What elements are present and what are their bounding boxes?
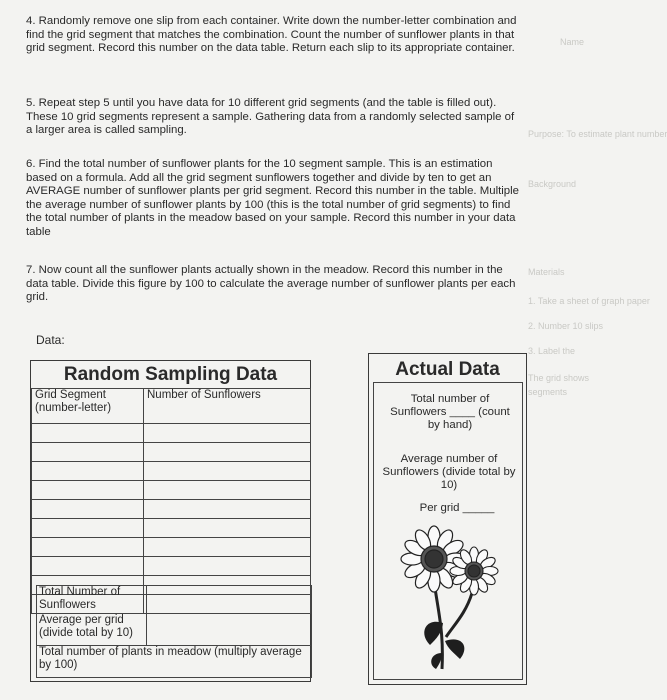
cell-sunflowers[interactable] <box>144 481 311 500</box>
actual-data-panel <box>373 382 523 680</box>
cell-sunflowers[interactable] <box>144 557 311 576</box>
col-header-grid-segment: Grid Segment (number-letter) <box>32 389 144 424</box>
table-row <box>32 443 311 462</box>
actual-data-box <box>368 353 527 685</box>
col-header-number-sunflowers: Number of Sunflowers <box>144 389 311 424</box>
cell-grid-segment[interactable] <box>32 443 144 462</box>
footer-value-total[interactable] <box>146 586 311 614</box>
footer-row-total <box>37 586 312 614</box>
cell-sunflowers[interactable] <box>144 424 311 443</box>
bleed-text-7: 3. Label the <box>528 346 576 356</box>
bleed-text-8: The grid shows <box>528 373 590 383</box>
random-sampling-title: Random Sampling Data <box>63 364 278 385</box>
cell-grid-segment[interactable] <box>32 424 144 443</box>
bleed-text-6: 2. Number 10 slips <box>528 321 604 331</box>
table-row <box>32 500 311 519</box>
table-row <box>32 481 311 500</box>
cell-grid-segment[interactable] <box>32 538 144 557</box>
table-row <box>32 462 311 481</box>
instruction-step-6: 6. Find the total number of sunflower plants for the 10 segment sample. This is an estimation based on a formula. Add all the grid segment sunflowers together and divide by ten to get an AVERAGE number of sunflower plants per grid segment. Record this number in the table. Multiple the average number of sunflower plants by 100 (this is the total number of grid segments) to find the total number of plants in the meadow based on your sample. Record this number in your data table <box>26 158 519 238</box>
cell-sunflowers[interactable] <box>144 519 311 538</box>
bleed-text-2: Purpose: To estimate plant number <box>528 129 667 139</box>
cell-grid-segment[interactable] <box>32 462 144 481</box>
actual-data-title: Actual Data <box>395 359 500 380</box>
footer-label-total: Total Number of Sunflowers <box>37 586 147 614</box>
cell-grid-segment[interactable] <box>32 481 144 500</box>
cell-sunflowers[interactable] <box>144 462 311 481</box>
instruction-step-4: 4. Randomly remove one slip from each container. Write down the number-letter combination and find the grid segment that matches the combination. Count the number of sunflower plants in that grid segment. Record this number on the data table. Return each slip to its appropriate container. <box>26 15 517 55</box>
footer-label-average: Average per grid (divide total by 10) <box>37 614 147 646</box>
data-label: Data: <box>36 333 65 347</box>
table-row <box>32 557 311 576</box>
instruction-step-5: 5. Repeat step 5 until you have data for 10 different grid segments (and the table is filled out). These 10 grid segments represent a sample. Gathering data from a randomly selected sample of a larger area is called sampling. <box>26 97 515 137</box>
cell-grid-segment[interactable] <box>32 500 144 519</box>
cell-sunflowers[interactable] <box>144 500 311 519</box>
bleed-text-3: Background <box>528 179 577 189</box>
table-row <box>32 424 311 443</box>
bleed-text-4: Materials <box>528 267 565 277</box>
footer-label-meadow: Total number of plants in meadow (multiply average by 100) <box>37 646 312 678</box>
actual-average-label: Average number of Sunflowers (divide total by 10) <box>382 453 516 491</box>
bleed-text-9: segments <box>528 387 568 397</box>
cell-grid-segment[interactable] <box>32 557 144 576</box>
instruction-step-7: 7. Now count all the sunflower plants actually shown in the meadow. Record this number in the data table. Divide this figure by 100 to calculate the average number of sunflower plants per each grid. <box>26 264 516 304</box>
table-row <box>32 519 311 538</box>
random-sampling-footer <box>36 585 312 678</box>
sunflower-icon <box>400 521 500 671</box>
actual-per-grid-label: Per grid _____ <box>419 502 495 514</box>
footer-row-meadow <box>37 646 312 678</box>
footer-value-average[interactable] <box>146 614 311 646</box>
random-sampling-table <box>31 388 311 614</box>
bleed-text-5: 1. Take a sheet of graph paper <box>528 296 650 306</box>
footer-row-average <box>37 614 312 646</box>
table-row <box>32 538 311 557</box>
cell-sunflowers[interactable] <box>144 538 311 557</box>
cell-sunflowers[interactable] <box>144 443 311 462</box>
bleed-text-1: Name <box>560 37 585 47</box>
random-sampling-box <box>30 360 311 682</box>
cell-grid-segment[interactable] <box>32 519 144 538</box>
actual-total-label: Total number of Sunflowers ____ (count by hand) <box>390 393 510 431</box>
